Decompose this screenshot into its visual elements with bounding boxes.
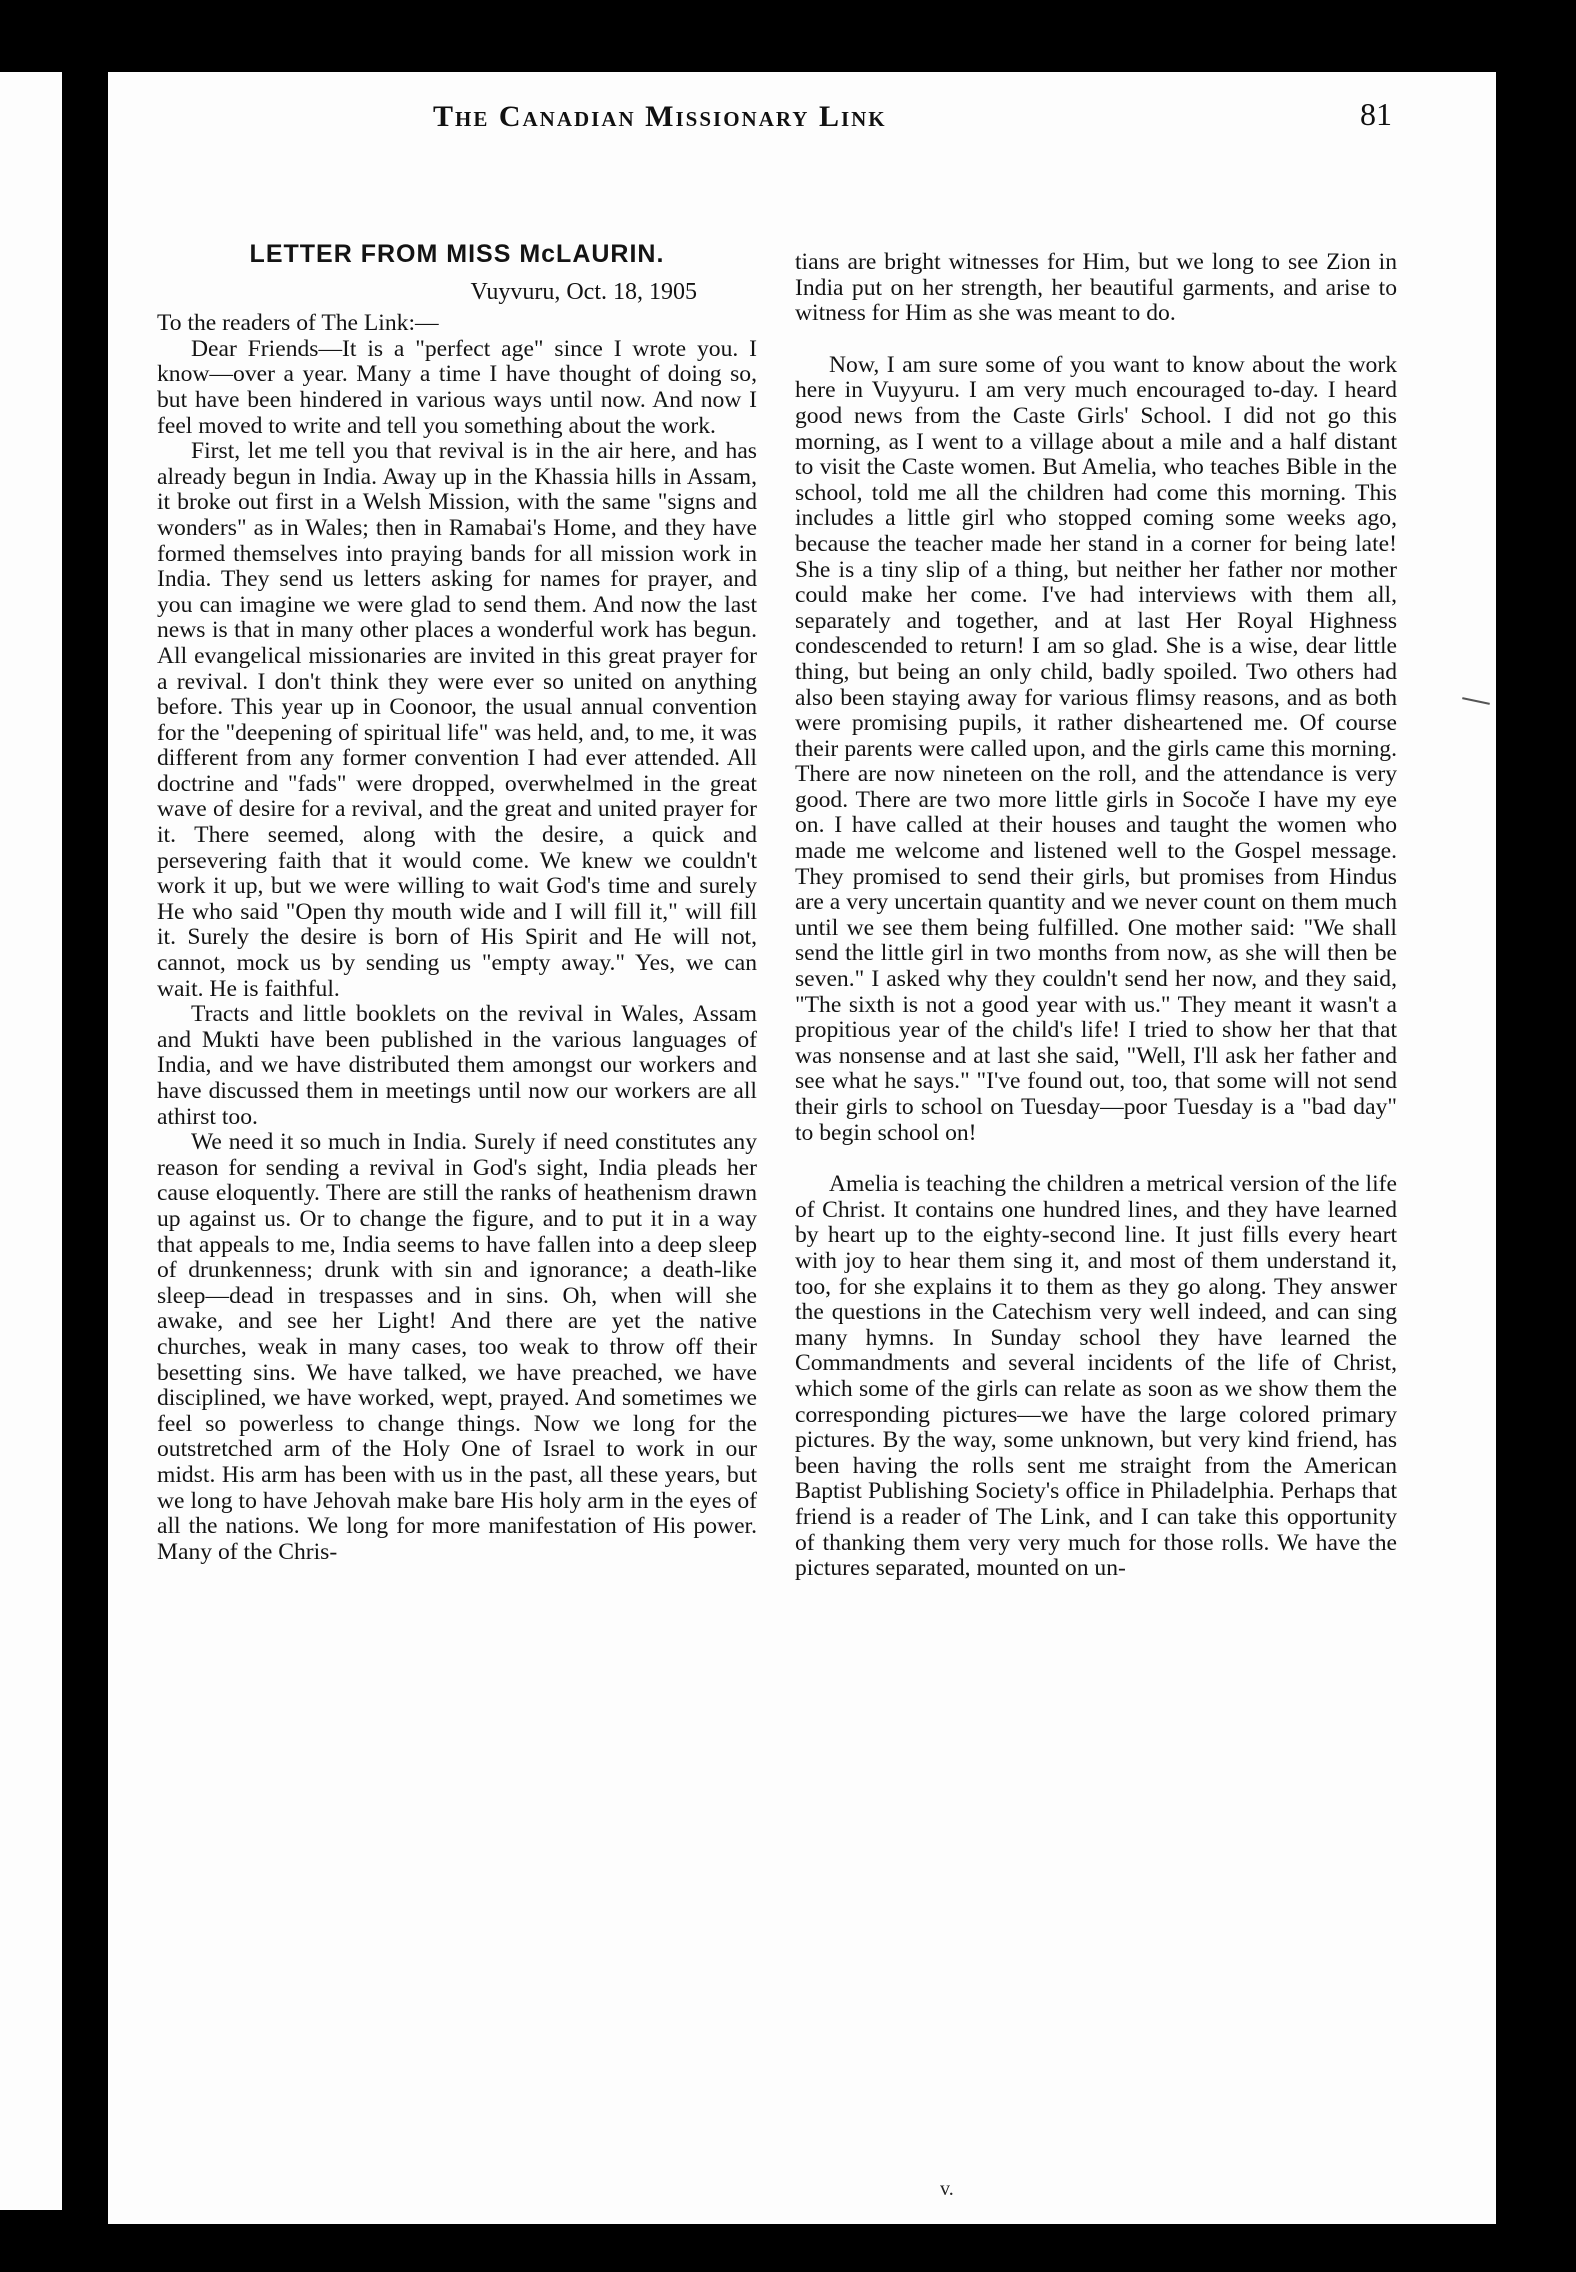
paragraph: Now, I am sure some of you want to know about the work here in Vuyyuru. I am very much encouraged to-day. I heard good news from the Caste Girls' School. I did not go this morning, as I went to a village about a mile and a half distant to visit the Caste women. But Amelia, who teaches Bible in the school, told me all the children had come this morning. This includes a little girl who stopped coming some weeks ago, because the teacher made her stand in a corner for being late! She is a tiny slip of a thing, but neither her father nor mother could make her come. I've had interviews with them all, separately and together, and at last Her Royal Highness condescended to return! I am so glad. She is a wise, dear little thing, but being an only child, badly spoiled. Two others had also been staying away for various flimsy reasons, and as both were promising pupils, it rather disheartened me. Of course their parents were called upon, and the girls came this morning. There are now nineteen on the roll, and the attendance is very good. There are two more little girls in Socoče I have my eye on. I have called at their houses and taught the women who made me welcome and listened well to the Gospel message. They promised to send their girls, but promises from Hindus are a very uncertain quantity and we never count on them much until we see them being fulfilled. One mother said: "We shall send the little girl in two months from now, as she will then be seven." I asked why they couldn't send her now, and they said, "The sixth is not a good year with us." They meant it wasn't a propitious year of the child's life! I tried to show her that that was nonsense and at last she said, "Well, I'll ask her father and see what he says." "I've found out, too, that some will not send their girls to school on Tuesday—poor Tuesday is a "bad day" to begin school on! — [795, 351, 1397, 1146]
salutation: To the readers of The Link:— — [157, 310, 439, 337]
article-heading: LETTER FROM MISS McLAURIN. — [249, 240, 665, 268]
dateline: Vuyvuru, Oct. 18, 1905 — [470, 278, 697, 305]
paragraph: We need it so much in India. Surely if need constitutes any reason for sending a revival in God's sight, India pleads her cause eloquently. There are still the ranks of heathenism drawn up against us. Or to change the figure, and to put it in a way that appeals to me, India seems to have fallen into a deep sleep of drunkenness; drunk with sin and ignorance; a death-like sleep—dead in trespasses and in sins. Oh, when will she awake, and see her Light! And there are yet the native churches, weak in many cases, too weak to throw off their besetting sins. We have talked, we have preached, we have disciplined, we have worked, wept, prayed. And sometimes we feel so powerless to change things. Now we long for the outstretched arm of the Holy One of Israel to work in our midst. His arm has been with us in the past, all these years, but we long to have Jehovah make bare His holy arm in the eyes of all the nations. We long for more manifestation of His power. Many of the Chris- — [157, 1129, 757, 1565]
paragraph: First, let me tell you that revival is in the air here, and has already begun in India. Away up in the Khassia hills in Assam, it broke out first in a Welsh Mission, with the same "signs and wonders" as in Wales; then in Ramabai's Home, and they have formed themselves into praying bands for all mission work in India. They send us letters asking for names for prayer, and you can imagine we were glad to send them. And now the last news is that in many other places a wonderful work has begun. All evangelical missionaries are invited in this great prayer for a revival. I don't think they were ever so united on anything before. This year up in Coonoor, the usual annual convention for the "deepening of spiritual life" was held, and, to me, it was different from any former convention I had ever attended. All doctrine and "fads" were dropped, overwhelmed in the great wave of desire for a revival, and the great and united prayer for it. There seemed, along with the desire, a quick and persevering faith that it would come. We knew we couldn't work it up, but we were willing to wait God's time and surely He who said "Open thy mouth wide and I will fill it," will fill it. Surely the desire is born of His Spirit and He will not, cannot, mock us by sending us "empty away." Yes, we can wait. He is faithful. — [157, 438, 757, 1002]
paragraph: Dear Friends—It is a "perfect age" since I wrote you. I know—over a year. Many a time I have thought of doing so, but have been hindered in various ways until now. And now I feel moved to write and tell you something about the work. — [157, 335, 757, 439]
paragraph: Tracts and little booklets on the revival in Wales, Assam and Mukti have been published in the various languages of India, and we have distributed them amongst our workers and have discussed them in meetings until now our workers are all athirst too. — [157, 1001, 757, 1130]
footer-mark: v. — [940, 2178, 954, 2200]
paragraph: Amelia is teaching the children a metrical version of the life of Christ. It contains one hundred lines, and they have learned by heart up to the eighty-second line. It just fills every heart with joy to hear them sing it, and most of them understand it, too, for she explains it to them as they go along. They answer the questions in the Catechism very well indeed, and can sing many hymns. In Sunday school they have learned the Commandments and several incidents of the life of Christ, which some of the girls can relate as soon as we show them the corresponding pictures—we have the large colored primary pictures. By the way, some unknown, but very kind friend, has been having the rolls sent me straight from the American Baptist Publishing Society's office in Philadelphia. Perhaps that friend is a reader of The Link, and I can take this opportunity of thanking them very very much for those rolls. We have the pictures separated, mounted on un- — [795, 1171, 1397, 1582]
facing-page-edge — [0, 72, 62, 2210]
right-column — [795, 250, 1397, 1582]
page-number: 81 — [1360, 96, 1392, 132]
running-title: The Canadian Missionary Link — [433, 100, 887, 133]
left-column — [157, 242, 757, 1565]
paragraph: tians are bright witnesses for Him, but we long to see Zion in India put on her strength, her beautiful garments, and arise to witness for Him as she was meant to do. — [795, 249, 1397, 327]
